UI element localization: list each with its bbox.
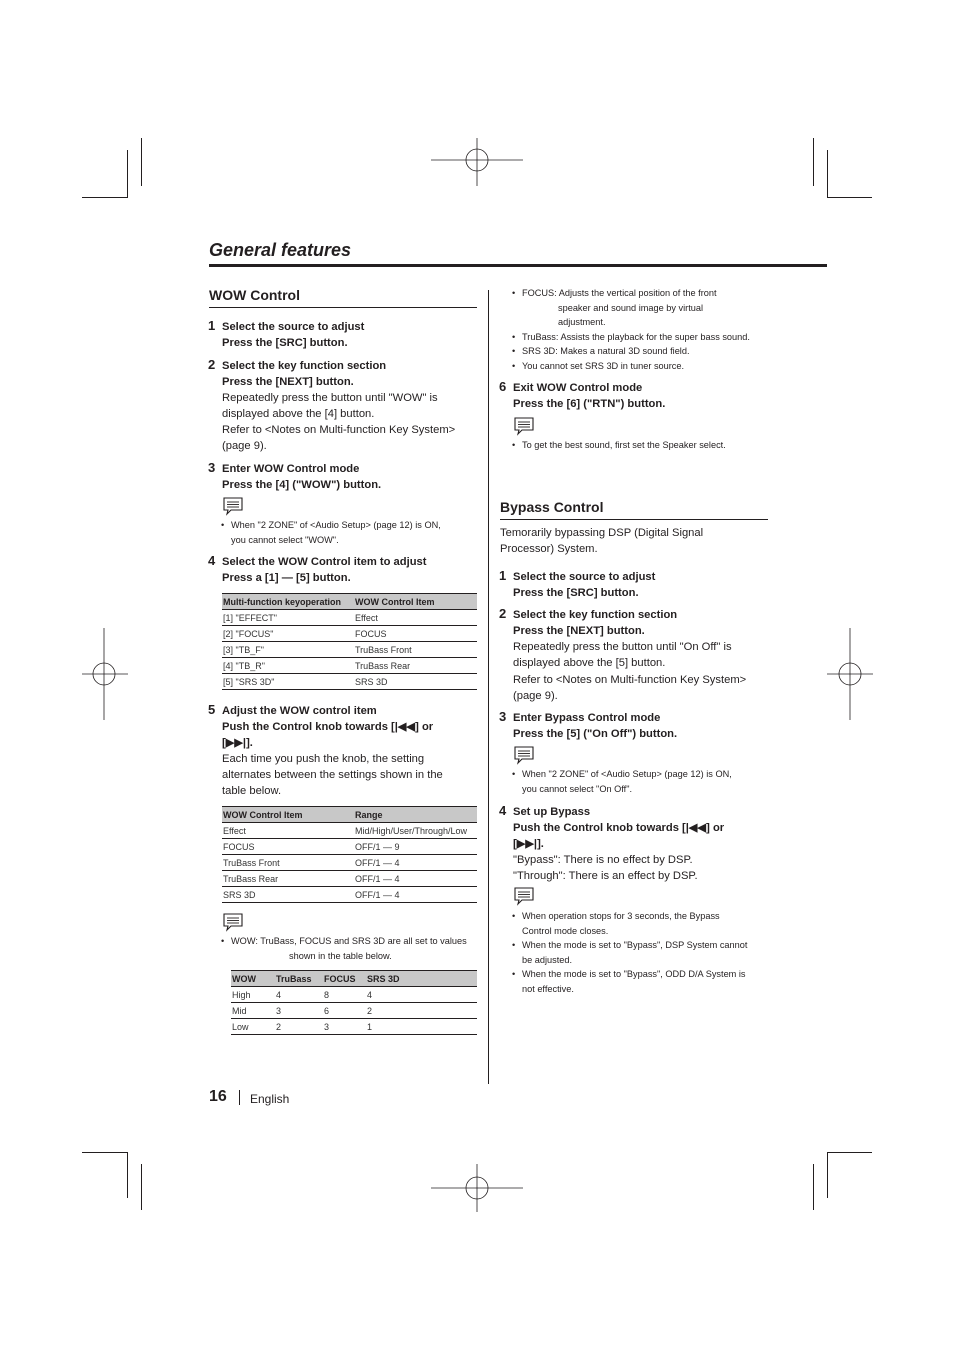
step-title: Set up Bypass [513, 806, 591, 818]
table-header: Range [354, 807, 477, 823]
step-title: Select the WOW Control item to adjust [222, 556, 427, 568]
step-text: displayed above the [4] button. [222, 408, 375, 420]
step-number: 4 [208, 553, 216, 568]
bypass-step-3 [499, 709, 773, 742]
table-row [222, 823, 477, 839]
step-number: 3 [208, 460, 216, 475]
bypass-intro [500, 525, 770, 557]
note-line: SRS 3D: Makes a natural 3D sound field. [522, 346, 690, 356]
note-icon [222, 496, 244, 516]
note-icon [222, 912, 244, 932]
note-text: • SRS 3D: Makes a natural 3D sound field. [512, 346, 690, 356]
step-action: Press the [NEXT] button. [513, 625, 645, 637]
step-action: Press the [SRC] button. [513, 587, 639, 599]
note-line: When the mode is set to "Bypass", DSP System cannot [522, 940, 748, 950]
step-title: Exit WOW Control mode [513, 382, 643, 394]
wow-step-6 [499, 379, 773, 412]
step-text: Each time you push the knob, the setting [222, 753, 425, 765]
step-text: (page 9). [222, 440, 267, 452]
table-cell: 1 [366, 1019, 477, 1035]
table-cell: SRS 3D [222, 887, 354, 903]
wow-step-2 [208, 357, 482, 454]
note-text: • When the mode is set to "Bypass", DSP System cannot be adjusted. [512, 940, 748, 965]
note-line: When the mode is set to "Bypass", ODD D/A System is [522, 969, 746, 979]
bypass-step-4 [499, 803, 773, 884]
step-number: 2 [208, 357, 216, 372]
page-number: 16 [209, 1088, 227, 1105]
crop-mark [813, 1164, 814, 1210]
wow-step-3 [208, 460, 482, 493]
step-action: Push the Control knob towards [|◀◀] or [513, 822, 725, 834]
note-line: TruBass: Assists the playback for the super bass sound. [522, 332, 750, 342]
note-line: To get the best sound, first set the Speaker select. [522, 440, 726, 450]
wow-range-table [222, 806, 477, 903]
table-cell: [2] "FOCUS" [222, 626, 354, 642]
bypass-step-1 [499, 568, 773, 601]
note-line: FOCUS: Adjusts the vertical position of the front [522, 288, 717, 298]
note-text: • TruBass: Assists the playback for the super bass sound. [512, 332, 750, 342]
note-line: be adjusted. [522, 954, 573, 965]
step-number: 1 [208, 318, 216, 333]
step-action: Press the [SRC] button. [222, 337, 348, 349]
step-title: Select the key function section [222, 360, 387, 372]
table-cell: Effect [222, 823, 354, 839]
crop-mark [141, 1164, 142, 1210]
table-cell: Mid/High/User/Through/Low [354, 823, 477, 839]
page-language: English [250, 1092, 290, 1106]
step-action: Press the [NEXT] button. [222, 376, 354, 388]
step-text: Repeatedly press the button until "WOW" is [222, 392, 438, 404]
table-row [222, 610, 477, 626]
note-text: • When "2 ZONE" of <Audio Setup> (page 12) is ON, you cannot select "On Off". [512, 769, 732, 794]
note-icon [513, 886, 535, 906]
table-cell: FOCUS [354, 626, 477, 642]
wow-heading-rule [209, 307, 477, 308]
table-cell: TruBass Front [354, 642, 477, 658]
table-cell: OFF/1 — 9 [354, 839, 477, 855]
crop-mark [827, 1152, 828, 1198]
crop-mark [813, 138, 814, 186]
crop-mark [827, 197, 872, 198]
table-cell: [3] "TB_F" [222, 642, 354, 658]
note-text: • You cannot set SRS 3D in tuner source. [512, 361, 685, 371]
note-text: • WOW: TruBass, FOCUS and SRS 3D are all set to values shown in the table below. [221, 936, 467, 961]
table-cell: OFF/1 — 4 [354, 887, 477, 903]
step-number: 6 [499, 379, 507, 394]
table-header: FOCUS [323, 971, 366, 987]
registration-mark-icon [827, 628, 873, 720]
table-row [231, 1003, 477, 1019]
crop-mark [82, 197, 128, 198]
step-title: Select the source to adjust [513, 571, 656, 583]
step-action: Push the Control knob towards [|◀◀] or [222, 721, 434, 733]
registration-mark-icon [431, 1164, 523, 1212]
table-row [222, 871, 477, 887]
note-line: speaker and sound image by virtual [558, 302, 704, 313]
step-text: Refer to <Notes on Multi-function Key System> [222, 424, 456, 436]
note-text: • FOCUS: Adjusts the vertical position of the front speaker and sound image by virtual adjustment. [512, 288, 717, 327]
table-row [222, 887, 477, 903]
key-operation-table [222, 593, 477, 690]
note-line: When operation stops for 3 seconds, the Bypass [522, 911, 720, 921]
step-action: Press the [5] ("On Off") button. [513, 728, 678, 740]
step-text: "Through": There is an effect by DSP. [513, 870, 698, 882]
column-divider [488, 290, 489, 1084]
table-row [222, 839, 477, 855]
table-row [222, 855, 477, 871]
note-icon [513, 416, 535, 436]
step-text: (page 9). [513, 690, 558, 702]
step-action: Press the [4] ("WOW") button. [222, 479, 382, 491]
note-text: • When the mode is set to "Bypass", ODD D/A System is not effective. [512, 969, 746, 994]
step-title: Enter WOW Control mode [222, 463, 360, 475]
table-cell: 3 [323, 1019, 366, 1035]
table-cell: 4 [275, 987, 323, 1003]
table-cell: TruBass Rear [354, 658, 477, 674]
bypass-heading-rule [500, 519, 768, 520]
bypass-heading: Bypass Control [500, 499, 604, 515]
table-cell: [5] "SRS 3D" [222, 674, 354, 690]
title-rule [209, 264, 827, 267]
note-line: You cannot set SRS 3D in tuner source. [522, 361, 685, 371]
crop-mark [127, 1152, 128, 1198]
table-row [222, 674, 477, 690]
step-number: 3 [499, 709, 507, 724]
table-cell: 2 [366, 1003, 477, 1019]
step-text: table below. [222, 785, 282, 797]
table-cell: Low [231, 1019, 275, 1035]
step-text: "Bypass": There is no effect by DSP. [513, 854, 693, 866]
crop-mark [141, 138, 142, 186]
wow-step-1 [208, 318, 482, 351]
note-text: • When "2 ZONE" of <Audio Setup> (page 12) is ON, you cannot select "WOW". [221, 520, 441, 545]
step-text: Refer to <Notes on Multi-function Key System> [513, 674, 747, 686]
note-line: you cannot select "WOW". [231, 534, 339, 545]
table-header: TruBass [275, 971, 323, 987]
wow-heading: WOW Control [209, 287, 300, 303]
note-text: • To get the best sound, first set the Speaker select. [512, 440, 726, 450]
note-line: WOW: TruBass, FOCUS and SRS 3D are all set to values [231, 936, 467, 946]
table-row [222, 626, 477, 642]
table-header: WOW Control Item [222, 807, 354, 823]
table-header: SRS 3D [366, 971, 477, 987]
table-header: WOW [231, 971, 275, 987]
note-text: • When operation stops for 3 seconds, the Bypass Control mode closes. [512, 911, 720, 936]
intro-line: Processor) System. [500, 543, 598, 555]
table-cell: [4] "TB_R" [222, 658, 354, 674]
table-cell: FOCUS [222, 839, 354, 855]
step-number: 4 [499, 803, 507, 818]
step-number: 1 [499, 568, 507, 583]
crop-mark [127, 150, 128, 197]
note-line: Control mode closes. [522, 925, 609, 936]
step-text: Repeatedly press the button until "On Off" is [513, 641, 732, 653]
note-icon [513, 745, 535, 765]
table-cell: High [231, 987, 275, 1003]
step-title: Adjust the WOW control item [222, 705, 377, 717]
table-cell: OFF/1 — 4 [354, 855, 477, 871]
table-row [231, 1019, 477, 1035]
table-cell: SRS 3D [354, 674, 477, 690]
table-cell: OFF/1 — 4 [354, 871, 477, 887]
step-text: alternates between the settings shown in the [222, 769, 443, 781]
crop-mark [827, 150, 828, 197]
table-cell: 3 [275, 1003, 323, 1019]
wow-step-5 [208, 702, 482, 799]
step-action: Press a [1] — [5] button. [222, 572, 351, 584]
table-cell: Mid [231, 1003, 275, 1019]
step-title: Select the source to adjust [222, 321, 365, 333]
step-action: [▶▶|]. [222, 737, 253, 749]
step-text: displayed above the [5] button. [513, 657, 666, 669]
table-cell: TruBass Rear [222, 871, 354, 887]
table-cell: TruBass Front [222, 855, 354, 871]
note-line: adjustment. [558, 317, 606, 327]
crop-mark [82, 1152, 128, 1153]
table-row [222, 658, 477, 674]
step-number: 2 [499, 606, 507, 621]
note-line: not effective. [522, 983, 574, 994]
step-title: Enter Bypass Control mode [513, 712, 661, 724]
footer-divider [239, 1090, 240, 1105]
wow-preset-table [231, 970, 477, 1035]
table-cell: 4 [366, 987, 477, 1003]
intro-line: Temorarily bypassing DSP (Digital Signal [500, 527, 704, 539]
table-cell: 8 [323, 987, 366, 1003]
note-line: When "2 ZONE" of <Audio Setup> (page 12) is ON, [231, 520, 441, 530]
registration-mark-icon [431, 138, 523, 186]
note-line: you cannot select "On Off". [522, 783, 633, 794]
step-action: [▶▶|]. [513, 838, 544, 850]
note-line: When "2 ZONE" of <Audio Setup> (page 12) is ON, [522, 769, 732, 779]
step-action: Press the [6] ("RTN") button. [513, 398, 666, 410]
step-number: 5 [208, 702, 216, 717]
table-row [231, 987, 477, 1003]
table-cell: [1] "EFFECT" [222, 610, 354, 626]
wow-step-4 [208, 553, 482, 586]
table-row [222, 642, 477, 658]
bypass-step-2 [499, 606, 773, 704]
note-line: shown in the table below. [289, 950, 392, 961]
step-title: Select the key function section [513, 609, 678, 621]
page-title: General features [209, 240, 352, 260]
table-header: Multi-function keyoperation [222, 594, 354, 610]
table-cell: 2 [275, 1019, 323, 1035]
table-cell: Effect [354, 610, 477, 626]
crop-mark [827, 1152, 872, 1153]
registration-mark-icon [82, 628, 128, 720]
table-cell: 6 [323, 1003, 366, 1019]
table-header: WOW Control Item [354, 594, 477, 610]
